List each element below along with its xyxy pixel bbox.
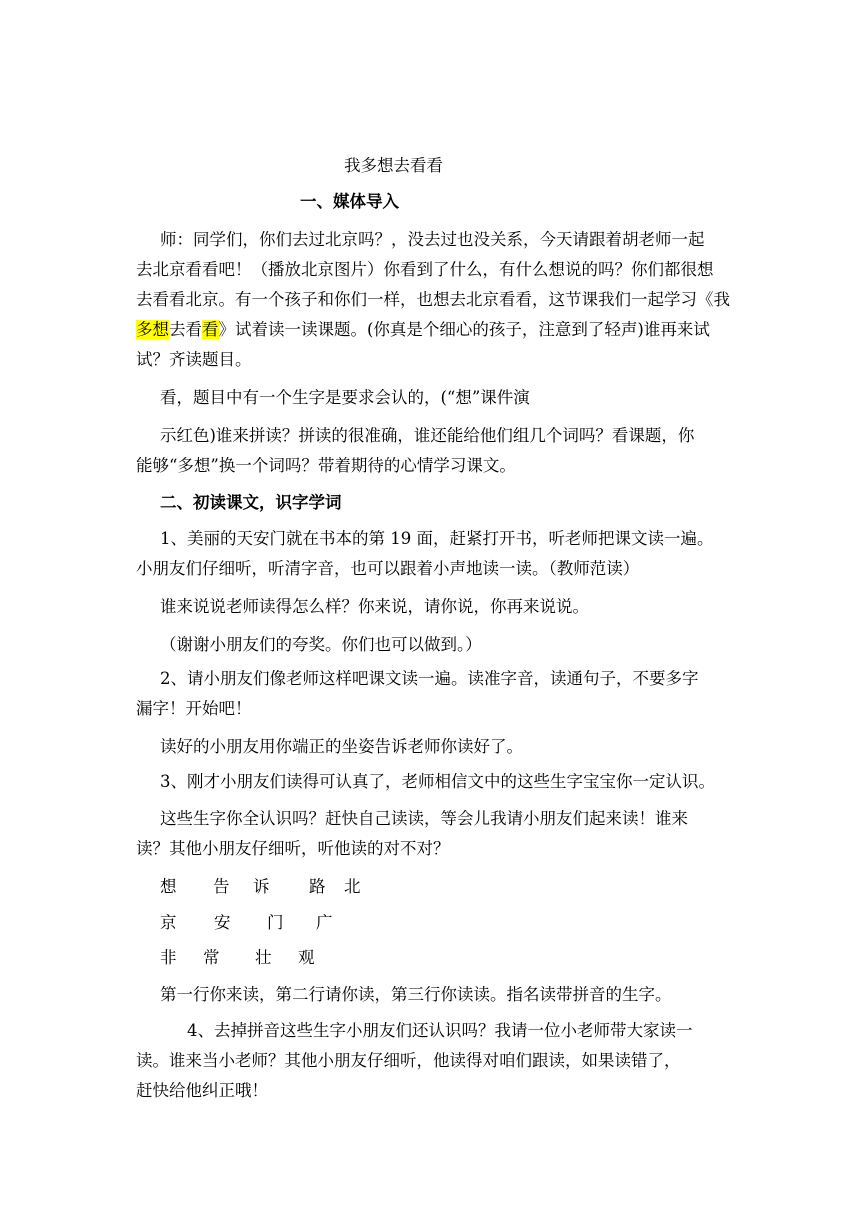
character: 门 <box>267 913 284 932</box>
paragraph-line: 读？其他小朋友仔细听，听他读的对不对？ <box>136 839 450 858</box>
character: 诉 <box>253 877 270 896</box>
paragraph-line: 读好的小朋友用你端正的坐姿告诉老师你读好了。 <box>160 737 523 756</box>
paragraph-line: （谢谢小朋友们的夸奖。你们也可以做到。） <box>160 635 482 654</box>
character-row <box>160 946 315 970</box>
paragraph-line: 师：同学们，你们去过北京吗？，没去过也没关系，今天请跟着胡老师一起 <box>160 230 705 249</box>
paragraph-line: 去北京看看吧！（播放北京图片）你看到了什么，有什么想说的吗？你们都很想 <box>136 260 714 279</box>
section1-heading: 一、媒体导入 <box>300 192 399 211</box>
document-title: 我多想去看看 <box>344 156 443 175</box>
text-span: 去看 <box>169 320 202 339</box>
paragraph-line: 4、去掉拼音这些生字小朋友们还认识吗？我请一位小老师带大家读一 <box>187 1021 693 1040</box>
character: 广 <box>316 913 333 932</box>
paragraph-line: 谁来说说老师读得怎么样？你来说，请你说，你再来说说。 <box>160 597 589 616</box>
character: 壮 <box>255 948 272 967</box>
highlighted-text: 多想 <box>136 320 169 339</box>
character-row <box>160 875 361 899</box>
paragraph-line: 小朋友们仔细听，听清字音，也可以跟着小声地读一读。（教师范读） <box>136 559 640 578</box>
character: 想 <box>160 877 177 896</box>
character: 常 <box>203 948 220 967</box>
character-row <box>160 911 333 935</box>
character: 北 <box>344 877 361 896</box>
paragraph-line: 漏字！开始吧！ <box>136 699 252 718</box>
character: 安 <box>214 913 231 932</box>
paragraph-line: 第一行你来读，第二行请你读，第三行你读读。指名读带拼音的生字。 <box>160 985 672 1004</box>
paragraph-line: 试？齐读题目。 <box>136 350 252 369</box>
paragraph-line <box>136 318 710 342</box>
paragraph-line: 3、刚才小朋友们读得可认真了，老师相信文中的这些生字宝宝你一定认识。 <box>160 772 715 791</box>
paragraph-line: 这些生字你全认识吗？赶快自己读读，等会儿我请小朋友们起来读！谁来 <box>160 809 688 828</box>
text-span: 》试着读一读课题。(你真是个细心的孩子，注意到了轻声)谁再来试 <box>218 320 710 339</box>
paragraph-line: 赶快给他纠正哦！ <box>136 1081 268 1100</box>
paragraph-line: 1、美丽的天安门就在书本的第 19 面，赶紧打开书，听老师把课文读一遍。 <box>160 529 714 548</box>
paragraph-line: 能够“多想”换一个词吗？带着期待的心情学习课文。 <box>136 456 516 475</box>
paragraph-line: 读。谁来当小老师？其他小朋友仔细听，他读得对咱们跟读，如果读错了， <box>136 1051 681 1070</box>
paragraph-line: 看，题目中有一个生字是要求会认的，(“想”课件演 <box>160 388 530 407</box>
section2-heading: 二、初读课文，识字学词 <box>160 493 342 512</box>
character: 告 <box>213 877 230 896</box>
character: 观 <box>298 948 315 967</box>
character: 路 <box>309 877 326 896</box>
character: 非 <box>160 948 177 967</box>
character: 京 <box>160 913 177 932</box>
paragraph-line: 示红色)谁来拼读？拼读的很准确，谁还能给他们组几个词吗？看课题，你 <box>160 426 695 445</box>
paragraph-line: 去看看北京。有一个孩子和你们一样，也想去北京看看，这节课我们一起学习《我 <box>136 290 730 309</box>
highlighted-text: 看 <box>202 320 219 339</box>
paragraph-line: 2、请小朋友们像老师这样吧课文读一遍。读准字音，读通句子，不要多字 <box>160 669 699 688</box>
